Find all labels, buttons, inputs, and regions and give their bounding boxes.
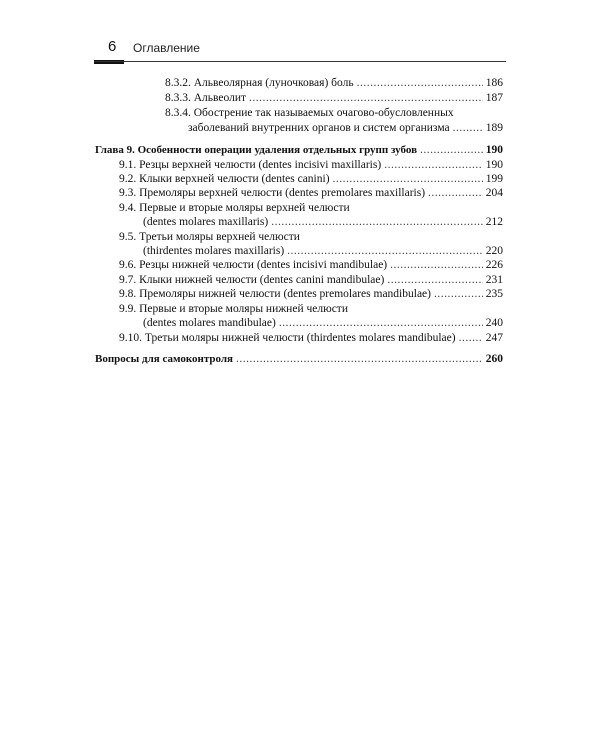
toc-entry-8-3-2[interactable] xyxy=(165,76,503,91)
toc-leader-dots xyxy=(453,121,483,136)
toc-leader-dots xyxy=(428,186,483,201)
toc-page-number: 220 xyxy=(485,245,503,257)
toc-page-number: 247 xyxy=(485,332,503,344)
page-number: 6 xyxy=(108,38,117,55)
toc-entry-title: 9.8. Премоляры нижней челюсти (dentes premolares mandibulae) xyxy=(119,288,431,300)
toc-leader-dots xyxy=(387,273,482,288)
toc-leader-dots xyxy=(236,352,483,367)
toc-entry-9-5-line2[interactable] xyxy=(143,244,503,259)
toc-entry-title-continued: (thirdentes molares maxillaris) xyxy=(143,245,285,257)
toc-entry-9-4-line1[interactable] xyxy=(119,201,503,216)
toc-entry-title-continued: (dentes molares maxillaris) xyxy=(143,216,269,228)
toc-leader-dots xyxy=(357,76,483,91)
toc-entry-9-7[interactable] xyxy=(119,273,503,288)
toc-entry-9-1[interactable] xyxy=(119,158,503,173)
toc-entry-8-3-4-line1[interactable] xyxy=(165,106,503,121)
toc-page-number: 190 xyxy=(485,144,503,156)
toc-entry-9-5-line1[interactable] xyxy=(119,230,503,245)
toc-leader-dots xyxy=(384,158,483,173)
toc-entry-9-9-line1[interactable] xyxy=(119,302,503,317)
toc-entry-title: 9.9. Первые и вторые моляры нижней челюсти xyxy=(119,303,348,315)
toc-page-number: 199 xyxy=(485,173,503,185)
toc-leader-dots xyxy=(434,287,483,302)
toc-entry-9-3[interactable] xyxy=(119,186,503,201)
toc-entry-9-2[interactable] xyxy=(119,172,503,187)
toc-self-check[interactable] xyxy=(95,352,503,367)
toc-page-number: 260 xyxy=(485,353,503,365)
toc-page-number: 235 xyxy=(485,288,503,300)
toc-entry-8-3-3[interactable] xyxy=(165,91,503,106)
toc-leader-dots xyxy=(420,143,483,158)
toc-entry-9-4-line2[interactable] xyxy=(143,215,503,230)
toc-page-number: 186 xyxy=(485,77,503,89)
toc-page-number: 240 xyxy=(485,317,503,329)
toc-entry-title: 9.5. Третьи моляры верхней челюсти xyxy=(119,231,300,243)
toc-leader-dots xyxy=(279,316,483,331)
toc-leader-dots xyxy=(249,91,483,106)
toc-chapter-title: Глава 9. Особенности операции удаления отдельных групп зубов xyxy=(95,144,418,156)
toc-page-number: 189 xyxy=(485,122,503,134)
toc-chapter-title: Вопросы для самоконтроля xyxy=(95,353,233,365)
toc-leader-dots xyxy=(459,331,483,346)
toc-page-number: 212 xyxy=(485,216,503,228)
toc-entry-9-6[interactable] xyxy=(119,258,503,273)
toc-entry-title: 8.3.4. Обострение так называемых очагово-обусловленных xyxy=(165,107,454,119)
toc-chapter-9[interactable] xyxy=(95,143,503,158)
toc-entry-title: 9.1. Резцы верхней челюсти (dentes incisivi maxillaris) xyxy=(119,159,382,171)
toc-entry-title-continued: (dentes molares mandibulae) xyxy=(143,317,276,329)
toc-leader-dots xyxy=(287,244,483,259)
toc-entry-title: 9.6. Резцы нижней челюсти (dentes incisivi mandibulae) xyxy=(119,259,388,271)
toc-page-number: 204 xyxy=(485,187,503,199)
toc-entry-title: 9.2. Клыки верхней челюсти (dentes canini) xyxy=(119,173,330,185)
toc-entry-9-9-line2[interactable] xyxy=(143,316,503,331)
toc-page-number: 231 xyxy=(485,274,503,286)
toc-page-number: 187 xyxy=(485,92,503,104)
toc-leader-dots xyxy=(333,172,483,187)
toc-entry-9-8[interactable] xyxy=(119,287,503,302)
running-header-title: Оглавление xyxy=(133,41,200,55)
toc-entry-title: 9.3. Премоляры верхней челюсти (dentes premolares maxillaris) xyxy=(119,187,426,199)
toc-entry-title: 8.3.2. Альвеолярная (луночковая) боль xyxy=(165,77,354,89)
toc-leader-dots xyxy=(390,258,483,273)
toc-entry-8-3-4-line2[interactable] xyxy=(188,121,503,136)
toc-entry-title: 9.4. Первые и вторые моляры верхней челюсти xyxy=(119,202,350,214)
toc-entry-title: 8.3.3. Альвеолит xyxy=(165,92,247,104)
toc-page-number: 190 xyxy=(485,159,503,171)
toc-entry-9-10[interactable] xyxy=(119,331,503,346)
toc-leader-dots xyxy=(271,215,483,230)
toc-entry-title: 9.10. Третьи моляры нижней челюсти (thirdentes molares mandibulae) xyxy=(119,332,456,344)
toc-entry-title: 9.7. Клыки нижней челюсти (dentes canini mandibulae) xyxy=(119,274,385,286)
toc-page-number: 226 xyxy=(485,259,503,271)
toc-entry-title-continued: заболеваний внутренних органов и систем организма xyxy=(188,122,450,134)
